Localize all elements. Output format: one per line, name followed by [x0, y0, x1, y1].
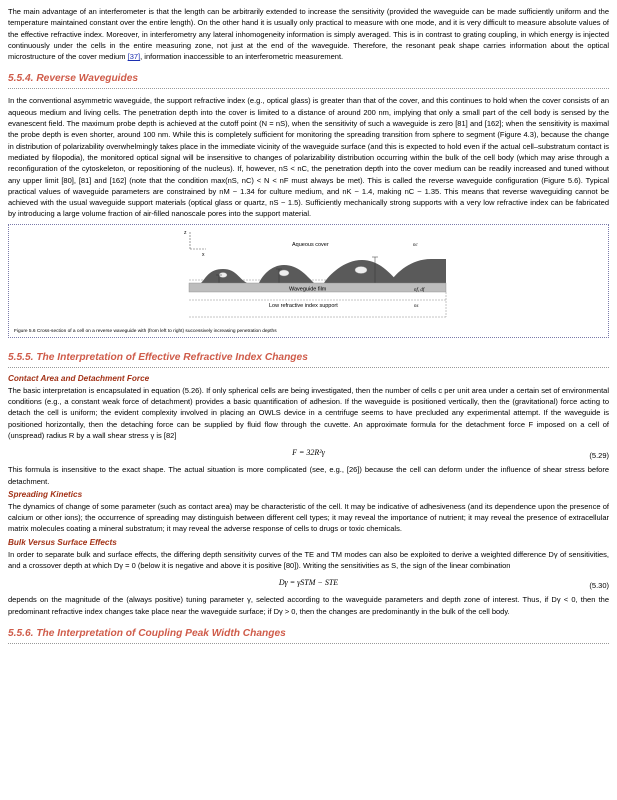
nc-label: nc — [413, 242, 418, 248]
equation-5-29-number: (5.29) — [589, 451, 609, 461]
ns-label: ns — [414, 303, 419, 309]
bulk-surface-paragraph: In order to separate bulk and surface effects, the differing depth sensitivity curves of the TE and TM modes can also be exploited to derive a weighted difference Dγ of sensitivities, and a crossover depth at which Dγ = 0 (below it is negative and above it is positive [80]). Writing the sensitivities as S, the sign of the linear combination — [8, 549, 609, 571]
contact-area-paragraph-2: This formula is insensitive to the exact shape. The actual situation is more complicated (see, e.g., [26]) because the cell can deform under the influence of shear stress before detachment. — [8, 465, 609, 486]
axis-x-label: x — [202, 251, 205, 258]
subsection-title-contact-area: Contact Area and Detachment Force — [8, 373, 150, 383]
equation-5-29 — [8, 444, 609, 464]
intro-paragraph — [8, 6, 609, 62]
figure-5-6 — [8, 224, 609, 338]
bulk-surface-paragraph-2: depends on the magnitude of the (always positive) tuning parameter γ, selected according to the waveguide parameters and depth zone of interest. Thus, if Dγ < 0, then the predominant refractive index changes take place near the waveguide surface; if Dγ > 0, then the changes are predominantly in the bulk of the cell body. — [8, 595, 609, 616]
section-title-interpretation-refractive-index: 5.5.5. The Interpretation of Effective Refractive Index Changes — [8, 344, 609, 368]
intro-text-end: , information inaccessible to an interferometric measurement. — [140, 52, 344, 62]
section-title-coupling-peak-width: 5.5.6. The Interpretation of Coupling Peak Width Changes — [8, 620, 609, 644]
axis-z-label: z — [184, 229, 187, 236]
reference-link-37[interactable]: [37] — [127, 52, 141, 62]
cells-group — [201, 259, 446, 283]
reverse-waveguides-paragraph: In the conventional asymmetric waveguide, the support refractive index (e.g., optical glass) is greater than that of the cover, and this continues to hold when the cover consists of an aqueous medium and living cells. The penetration depth into the cover is limited to a distance of around 200 nm, implying that only a small part of the cell body is sensed by the evanescent field. The maximum probe depth is achieved at the cutoff point (N = nS), when the sensitivity of such a waveguide is zero [81] and [162]; when the sensitivity is maximal the probe depth is even shorter, around 100 nm. While this is completely sufficient for monitoring the spreading transition from sphere to segment (Figure 4.3), because the change in distribution of polarizability overwhelmingly takes place in the immediate vicinity of the waveguide surface (and this is expected to hold even if the actual cell–substratum contact is mediated by filopodia), the monitored optical signal will be insensitive to changes of polarizability distribution occurring within the bulk of the cell body (which may arise through a reconfiguration of the cytoskeleton, or repositioning of the nucleus). If, however, nS < nC, the penetration depth into the cover medium can be readily increased and tuned without any upper limit [80], [81] and [162] (note that the condition max(nS, nC) < N < nF must always be met). This is called the reverse waveguide configuration (Figure 5.6). Typical practical values of waveguide parameters are constrained by nM ~ 1.34 for culture medium, and nK ~ 1.4, making nC ~ 1.35. This means that reverse waveguiding cannot be achieved with the usual waveguide support materials (optical glass or quartz, nS ~ 1.5). Sufficiently mechanically strong supports with a very low refractive index can be fabricated by introducing a large volume fraction of air-filled nanoscale pores into the support material. — [8, 96, 609, 219]
nf-df-label: nf, df — [414, 287, 425, 293]
equation-5-29-formula: F = 32R²γ — [292, 448, 325, 458]
waveguide-film-label: Waveguide film — [289, 286, 327, 293]
support-label: Low refractive index support — [269, 302, 338, 309]
spreading-kinetics-paragraph: The dynamics of change of some parameter (such as contact area) may be characteristic of the cell. It may be indicative of adhesiveness (and its dependence upon the presence of calcium or other ions); the occurrence of spreading may distinguish between different cell types; it may reveal the importance of nutrient; it may reveal the presence of extracellular matrix molecules coating a mineral substratum; it may reveal the adverse response of cells to drugs or toxic chemicals. — [8, 501, 609, 534]
subsection-title-spreading-kinetics: Spreading Kinetics — [8, 489, 83, 499]
equation-5-30-formula: Dγ = γSTM − STE — [278, 578, 339, 588]
reverse-waveguide-diagram — [9, 225, 608, 337]
section-title-reverse-waveguides: 5.5.4. Reverse Waveguides — [8, 65, 609, 89]
contact-area-paragraph: The basic interpretation is encapsulated in equation (5.26). If only spherical cells are being investigated, then the number of cells c per unit area under a certain set of environmental conditions (e.g., a constant weak force of detachment) provides a basic quantification of adhesion. If the waveguide is positioned vertically, then the (gravitational) force acting to detach the cell is uniform; the evident complexity involved in placing an OWLS device in a centrifuge seems to have precluded any experimental attempt. If the waveguide is positioned horizontally, then the detaching force can be supplied by fluid flow through the cuvette. An approximate formula for the detachment force F imposed on a cell of (unspread) radius R by a wall shear stress γ is [82] — [8, 385, 609, 440]
figure-caption: Figure 5.6 Cross-section of a cell on a reverse waveguide with (from left to right) successively increasing penetration depths — [14, 328, 277, 334]
intro-text: The main advantage of an interferometer is that the length can be arbitrarily extended to increase the sensitivity (provided the waveguide can be made sufficiently uniform and the temperature maintained constant over the entire length). On the other hand it is usually only practical to measure with one mode, and it is very difficult to measure absolute values of the effective refractive index. Moreover, in interferometry any lateral inhomogeneity information is simply averaged. This is in contrast to grating coupling, in which energy is injected continuously under the cells in the entire measuring zone, not just at the end of the waveguide. Therefore, the resonant peak shape carries information about the optical microstructure of the cover medium — [8, 7, 609, 62]
subsection-title-bulk-vs-surface: Bulk Versus Surface Effects — [8, 537, 117, 547]
equation-5-30 — [8, 574, 609, 594]
equation-5-30-number: (5.30) — [589, 581, 609, 591]
aqueous-cover-label: Aqueous cover — [292, 241, 329, 248]
